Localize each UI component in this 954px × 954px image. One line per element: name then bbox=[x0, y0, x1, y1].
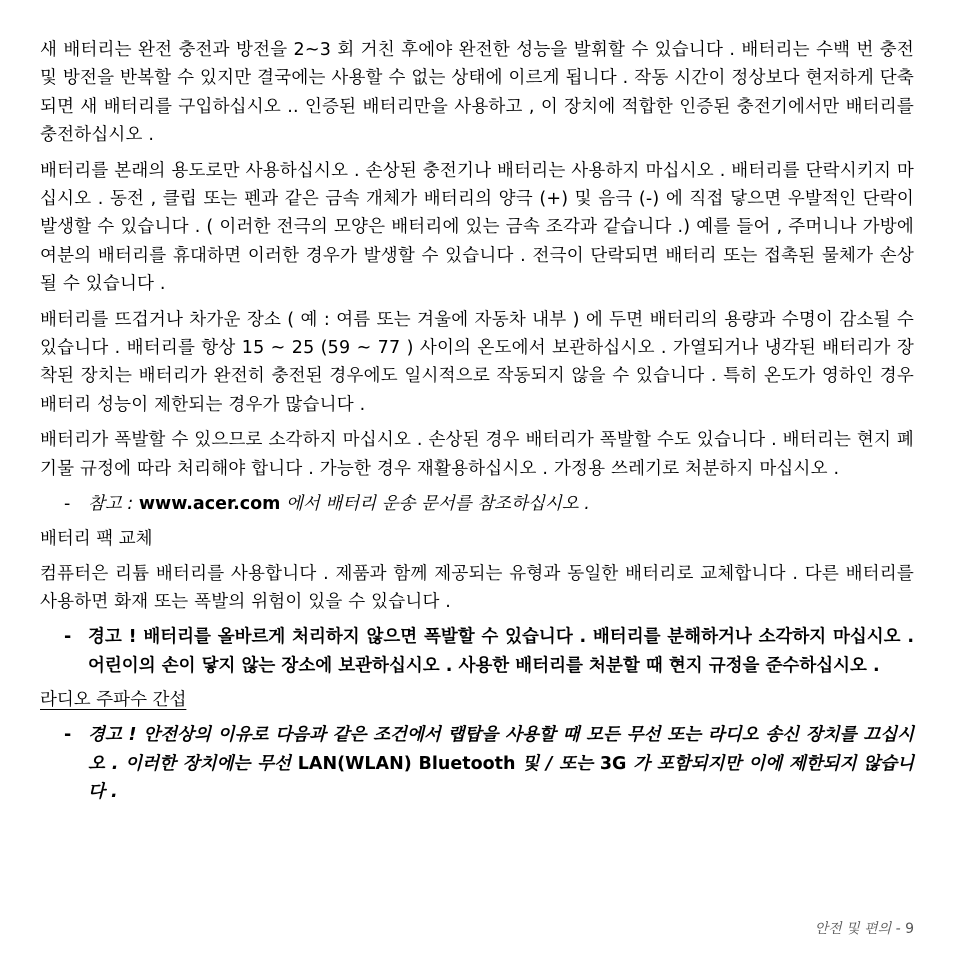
paragraph-disposal: 배터리가 폭발할 수 있으므로 소각하지 마십시오 . 손상된 경우 배터리가 폭발할 수도 있습니다 . 배터리는 현지 폐기물 규정에 따라 처리해야 합니다 . 가능한 경우 재활용하십시오 . 가정용 쓰레기로 처분하지 마십시오 . bbox=[40, 430, 914, 479]
acer-link[interactable]: www.acer.com bbox=[138, 494, 281, 515]
note-label: 참고 : bbox=[88, 494, 134, 515]
warning-item-radio bbox=[40, 721, 914, 806]
bullet-dash: - bbox=[64, 494, 71, 515]
paragraph-battery-use: 배터리를 본래의 용도로만 사용하십시오 . 손상된 충전기나 배터리는 사용하지 마십시오 . 배터리를 단락시키지 마십시오 . 동전 , 클립 또는 펜과 같은 금속 개체가 배터리의 양극 (+) 및 음극 (-) 에 직접 닿으면 우발적인 단락이 발생할 수 있습니다 . ( 이러한 전극의 모양은 배터리에 있는 금속 조각과 같습니다 .) 예를 들어 , 주머니나 가방에 여분의 배터리를 휴대하면 이러한 경우가 발생할 수 있습니다 . 전극이 단락되면 배터리 또는 접촉된 물체가 손상될 수 있습니다 . bbox=[40, 160, 914, 295]
warning-radio-wlan: LAN(WLAN) Bluetooth bbox=[297, 753, 516, 774]
footer-section-title: 안전 및 편의 - bbox=[814, 921, 901, 937]
page-number: 9 bbox=[905, 921, 914, 937]
note-item bbox=[40, 490, 914, 518]
paragraph-temperature: 배터리를 뜨겁거나 차가운 장소 ( 예 : 여름 또는 겨울에 자동차 내부 ) 에 두면 배터리의 용량과 수명이 감소될 수 있습니다 . 배터리를 항상 15 ~ 25 (59 ~ 77 ) 사이의 온도에서 보관하십시오 . 가열되거나 냉각된 배터리가 장착된 장치는 배터리가 완전히 충전된 경우에도 일시적으로 작동되지 않을 수 있습니다 . 특히 온도가 영하인 경우 배터리 성능이 제한되는 경우가 많습니다 . bbox=[40, 309, 914, 415]
heading-radio-interference: 라디오 주파수 간섭 bbox=[40, 690, 187, 711]
bullet-dash: - bbox=[64, 725, 72, 746]
document-page bbox=[40, 36, 914, 813]
heading-battery-replace: 배터리 팩 교체 bbox=[40, 528, 153, 549]
paragraph-new-battery: 새 배터리는 완전 충전과 방전을 2~3 회 거친 후에야 완전한 성능을 발휘할 수 있습니다 . 배터리는 수백 번 충전 및 방전을 반복할 수 있지만 결국에는 사용할 수 없는 상태에 이르게 됩니다 . 작동 시간이 정상보다 현저하게 단축되면 새 배터리를 구입하십시오 .. 인증된 배터리만을 사용하고 , 이 장치에 적합한 인증된 충전기에서만 배터리를 충전하십시오 . bbox=[40, 40, 914, 146]
warning-radio-3g: 3G bbox=[599, 753, 627, 774]
warning-radio-part1: 경고 ! 안전상의 이유로 다음과 같은 조건에서 랩탑을 사용할 때 모든 무선 또는 라디오 송신 장치를 끄십시오 . 이러한 장치에는 무선 bbox=[88, 725, 914, 774]
note-body: 에서 배터리 운송 문서를 참조하십시오 . bbox=[285, 494, 590, 515]
warning-radio-part2: 및 / 또는 bbox=[522, 753, 594, 774]
warning-item-battery bbox=[40, 623, 914, 680]
warning-text-radio bbox=[88, 721, 914, 806]
paragraph-battery-replace: 컴퓨터은 리튬 배터리를 사용합니다 . 제품과 함께 제공되는 유형과 동일한 배터리로 교체합니다 . 다른 배터리를 사용하면 화재 또는 폭발의 위험이 있을 수 있습니다 . bbox=[40, 563, 914, 612]
warning-radio-part3: 가 포함되지만 이에 제한되지 않습니다 . bbox=[88, 753, 915, 802]
bullet-dash: - bbox=[64, 627, 72, 648]
warning-text-battery: 경고 ! 배터리를 올바르게 처리하지 않으면 폭발할 수 있습니다 . 배터리를 분해하거나 소각하지 마십시오 . 어린이의 손이 닿지 않는 장소에 보관하십시오 . 사용한 배터리를 처분할 때 현지 규정을 준수하십시오 . bbox=[88, 627, 914, 676]
note-text bbox=[88, 490, 914, 518]
page-footer bbox=[815, 918, 914, 938]
